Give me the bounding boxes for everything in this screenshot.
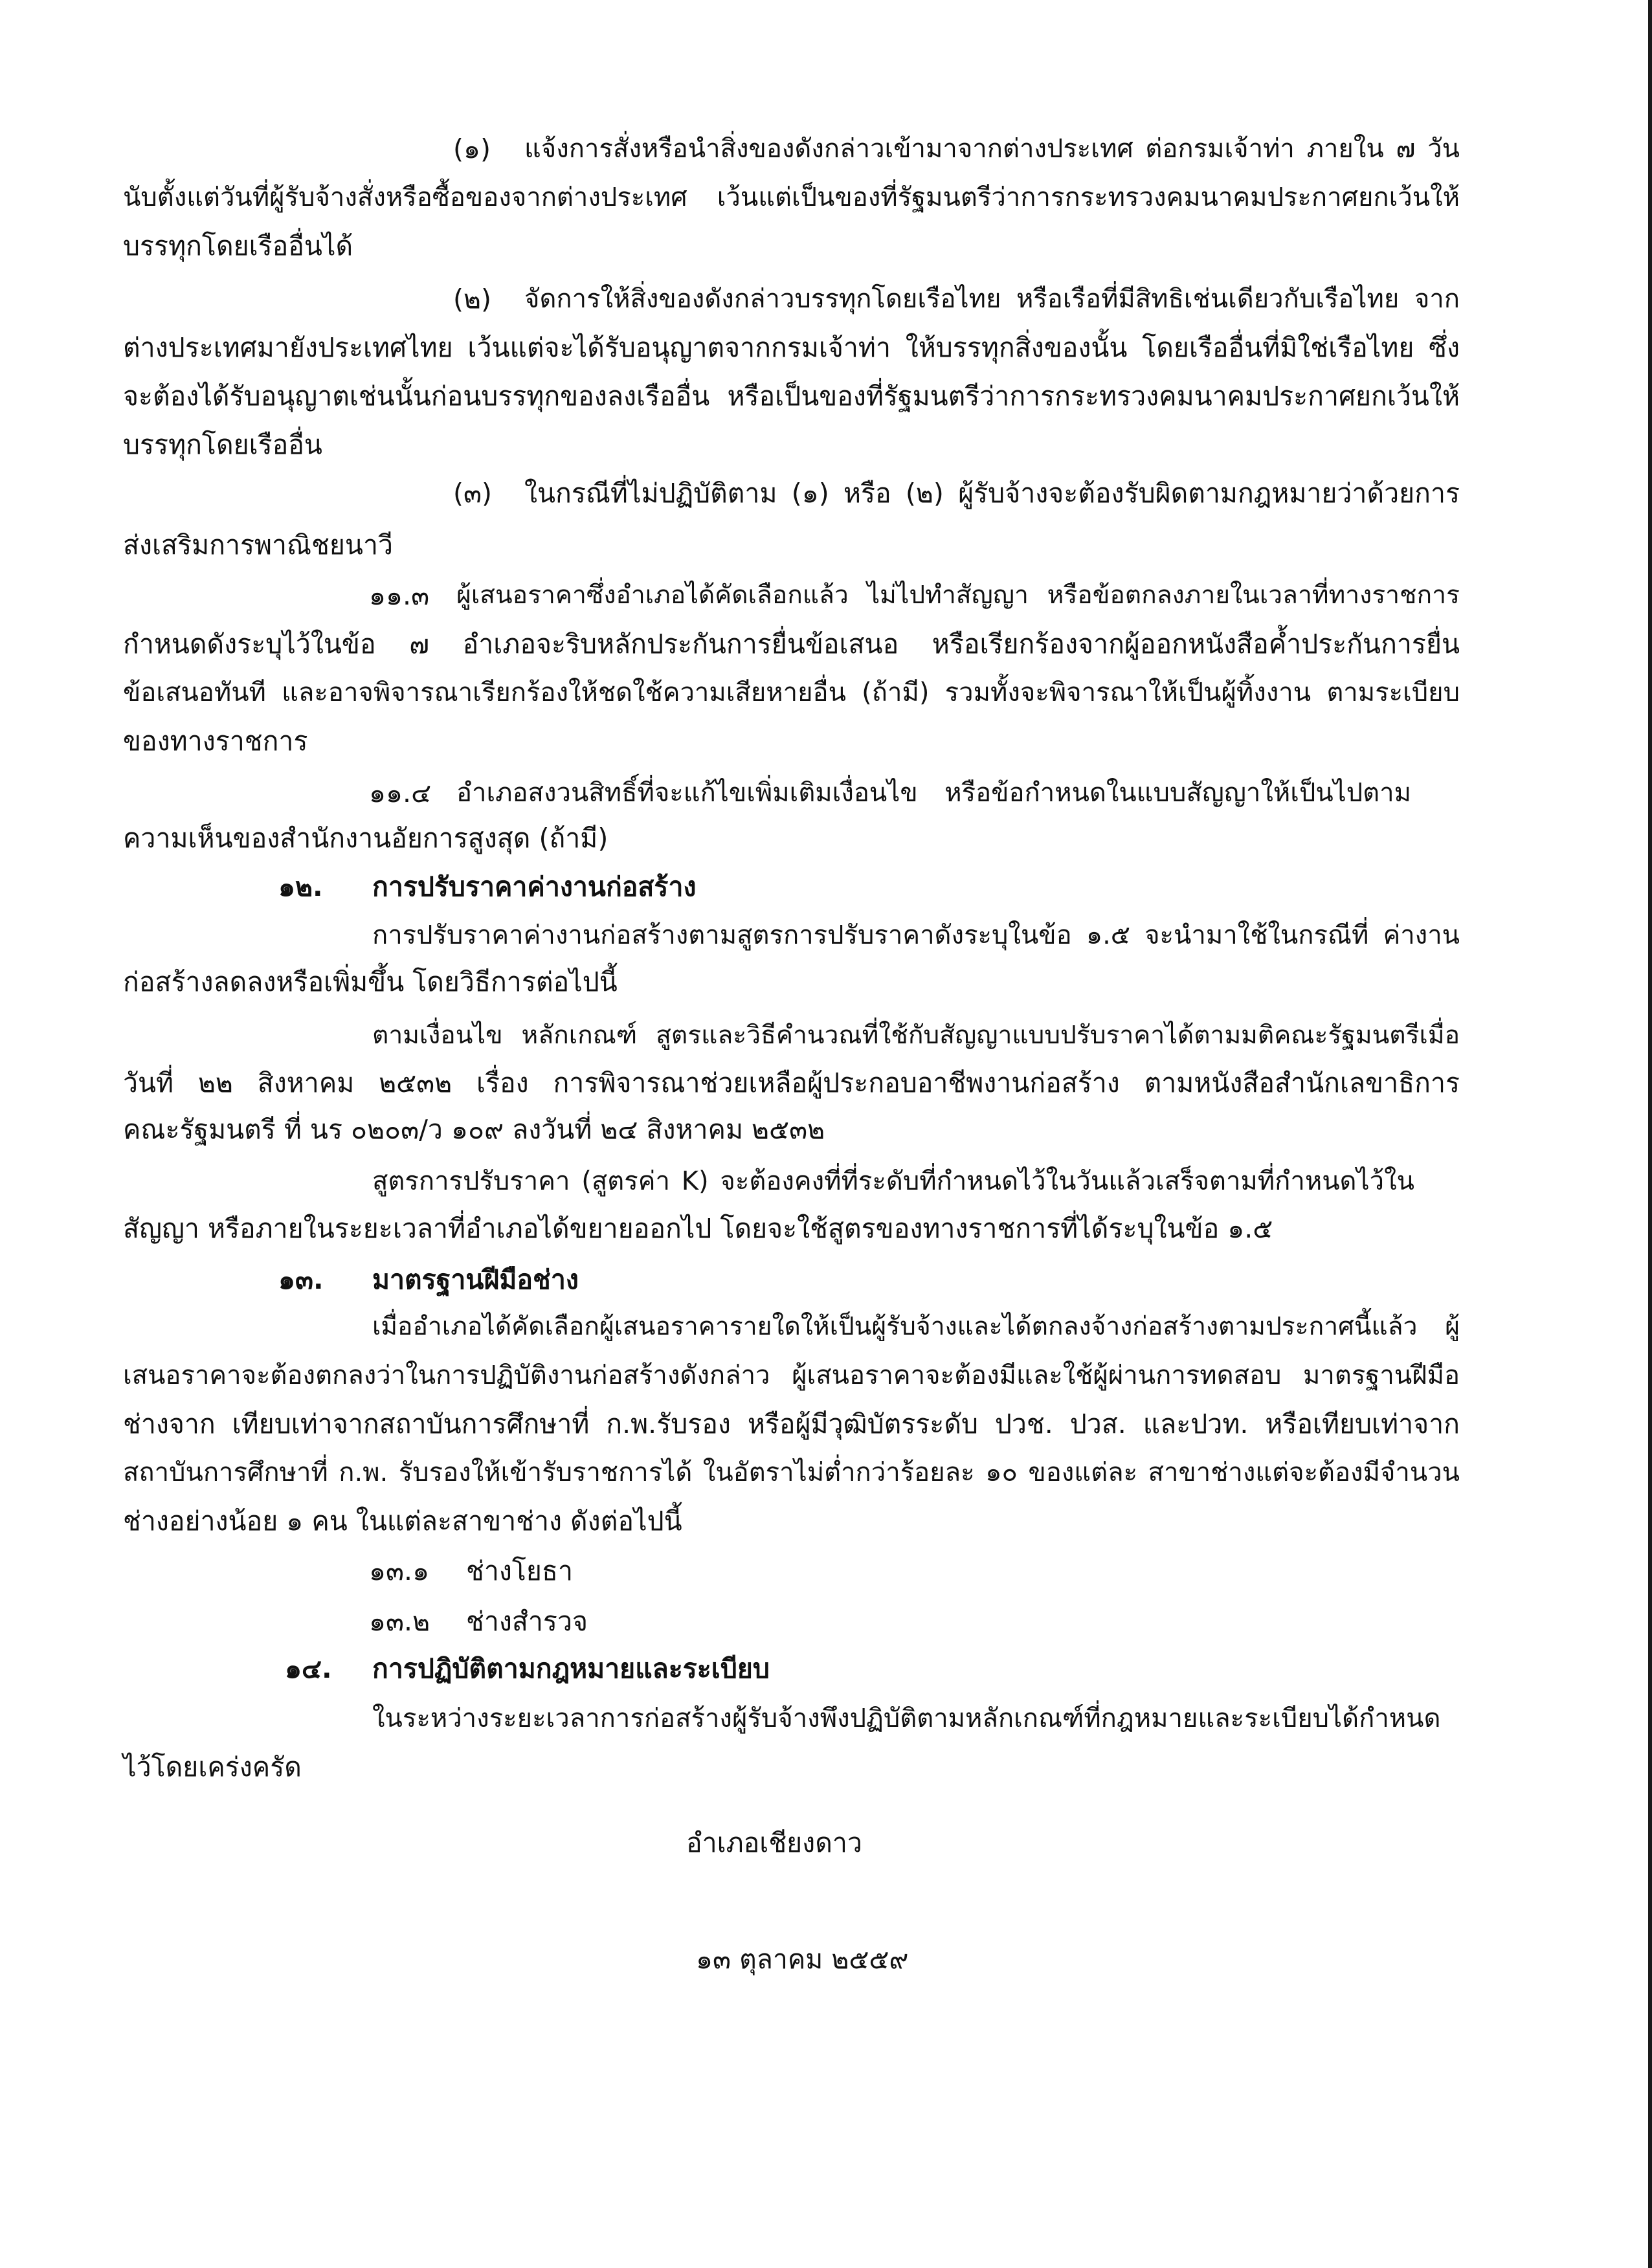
item-3-line-2: ส่งเสริมการพาณิชยนาวี (123, 529, 394, 561)
clause-11-4-line-1: อำเภอสงวนสิทธิ์ที่จะแก้ไขเพิ่มเติมเงื่อนไข หรือข้อกำหนดในแบบสัญญาให้เป็นไปตาม (456, 778, 1411, 808)
item-3-line-1: ในกรณีที่ไม่ปฏิบัติตาม (๑) หรือ (๒) ผู้รับจ้างจะต้องรับผิดตามกฎหมายว่าด้วยการ (524, 478, 1460, 509)
clause-11-3-line-2: กำหนดดังระบุไว้ในข้อ ๗ อำเภอจะริบหลักประกันการยื่นข้อเสนอ หรือเรียกร้องจากผู้ออกหนังสือค้ำประกันการยื่น (123, 628, 1460, 660)
clause-11-3-line-1: ผู้เสนอราคาซึ่งอำเภอได้คัดเลือกแล้ว ไม่ไปทำสัญญา หรือข้อตกลงภายในเวลาที่ทางราชการ (456, 581, 1460, 610)
item-2-line-4: บรรทุกโดยเรืออื่น (123, 429, 322, 460)
item-1-line-3: บรรทุกโดยเรืออื่นได้ (123, 230, 353, 261)
section-13-line-1: เมื่ออำเภอได้คัดเลือกผู้เสนอราคารายใดให้เป็นผู้รับจ้างและได้ตกลงจ้างก่อสร้างตามประกาศนี้แล้ว ผู้ (372, 1312, 1460, 1341)
section-12-b-line-1: ตามเงื่อนไข หลักเกณฑ์ สูตรและวิธีคำนวณที่ใช้กับสัญญาแบบปรับราคาได้ตามมติคณะรัฐมนตรีเมื่อ (372, 1021, 1460, 1050)
item-2-line-3: จะต้องได้รับอนุญาตเช่นนั้นก่อนบรรทุกของลงเรืออื่น หรือเป็นของที่รัฐมนตรีว่าการกระทรวงคมนาคมประกาศยกเว้นให้ (123, 381, 1460, 412)
item-1-line-2: นับตั้งแต่วันที่ผู้รับจ้างสั่งหรือซื้อของจากต่างประเทศ เว้นแต่เป็นของที่รัฐมนตรีว่าการกระทรวงคมนาคมประกาศยกเว้นให้ (123, 183, 1460, 212)
section-12-b-line-2: วันที่ ๒๒ สิงหาคม ๒๕๓๒ เรื่อง การพิจารณาช่วยเหลือผู้ประกอบอาชีพงานก่อสร้าง ตามหนังสือสำนักเลขาธิการ (123, 1067, 1460, 1098)
section-12-a-line-2: ก่อสร้างลดลงหรือเพิ่มขึ้น โดยวิธีการต่อไปนี้ (123, 966, 618, 997)
section-12-c-line-2: สัญญา หรือภายในระยะเวลาที่อำเภอได้ขยายออกไป โดยจะใช้สูตรของทางราชการที่ได้ระบุในข้อ ๑.๕ (123, 1213, 1273, 1244)
item-2-line-2: ต่างประเทศมายังประเทศไทย เว้นแต่จะได้รับอนุญาตจากกรมเจ้าท่า ให้บรรทุกสิ่งของนั้น โดยเรืออื่นที่มิใช่เรือไทย ซึ่ง (123, 332, 1460, 363)
section-12-a-line-1: การปรับราคาค่างานก่อสร้างตามสูตรการปรับราคาดังระบุในข้อ ๑.๕ จะนำมาใช้ในกรณีที่ ค่างาน (372, 920, 1460, 950)
section-12-b-line-3: คณะรัฐมนตรี ที่ นร ๐๒๐๓/ว ๑๐๙ ลงวันที่ ๒๔ สิงหาคม ๒๕๓๒ (123, 1114, 825, 1145)
clause-11-4-line-2: ความเห็นของสำนักงานอัยการสูงสุด (ถ้ามี) (123, 823, 608, 854)
item-3-label: (๓) (453, 478, 493, 509)
clause-11-4-label: ๑๑.๔ (369, 777, 432, 808)
section-13-line-2: เสนอราคาจะต้องตกลงว่าในการปฏิบัติงานก่อสร้างดังกล่าว ผู้เสนอราคาจะต้องมีและใช้ผู้ผ่านการทดสอบ มาตรฐานฝีมือ (123, 1361, 1460, 1390)
section-13-number: ๑๓. (278, 1264, 324, 1295)
list-item-text: ช่างสำรวจ (466, 1606, 588, 1637)
section-14-number: ๑๔. (285, 1653, 332, 1684)
section-12-heading: การปรับราคาค่างานก่อสร้าง (372, 871, 697, 902)
section-14-line-1: ในระหว่างระยะเวลาการก่อสร้างผู้รับจ้างพึงปฏิบัติตามหลักเกณฑ์ที่กฎหมายและระเบียบได้กำหนด (372, 1704, 1441, 1733)
item-2-label: (๒) (453, 284, 492, 315)
section-12-c-line-1: สูตรการปรับราคา (สูตรค่า K) จะต้องคงที่ที่ระดับที่กำหนดไว้ในวันแล้วเสร็จตามที่กำหนดไว้ใน (372, 1166, 1414, 1196)
clause-11-3-line-4: ของทางราชการ (123, 726, 308, 757)
issuing-office: อำเภอเชียงดาว (686, 1827, 862, 1858)
scan-edge-shadow (1648, 0, 1652, 2268)
section-13-line-3: ช่างจาก เทียบเท่าจากสถาบันการศึกษาที่ ก.พ.รับรอง หรือผู้มีวุฒิบัตรระดับ ปวช. ปวส. และปวท. หรือเทียบเท่าจาก (123, 1408, 1460, 1440)
section-13-line-4: สถาบันการศึกษาที่ ก.พ. รับรองให้เข้ารับราชการได้ ในอัตราไม่ต่ำกว่าร้อยละ ๑๐ ของแต่ละ สาขาช่างแต่จะต้องมีจำนวน (123, 1458, 1460, 1487)
item-1-label: (๑) (453, 133, 491, 164)
section-12-number: ๑๒. (278, 871, 323, 902)
clause-11-3-line-3: ข้อเสนอทันที และอาจพิจารณาเรียกร้องให้ชดใช้ความเสียหายอื่น (ถ้ามี) รวมทั้งจะพิจารณาให้เป็นผู้ทิ้งงาน ตามระเบียบ (123, 678, 1460, 707)
issue-date: ๑๓ ตุลาคม ๒๕๕๙ (696, 1944, 909, 1975)
clause-11-3-label: ๑๑.๓ (369, 580, 430, 611)
list-item-number: ๑๓.๒ (369, 1606, 430, 1637)
list-item-text: ช่างโยธา (466, 1555, 573, 1586)
item-2-line-1: จัดการให้สิ่งของดังกล่าวบรรทุกโดยเรือไทย หรือเรือที่มีสิทธิเช่นเดียวกับเรือไทย จาก (524, 284, 1460, 314)
section-13-line-5: ช่างอย่างน้อย ๑ คน ในแต่ละสาขาช่าง ดังต่อไปนี้ (123, 1506, 682, 1537)
section-13-heading: มาตรฐานฝีมือช่าง (372, 1264, 579, 1295)
section-14-line-2: ไว้โดยเคร่งครัด (123, 1751, 302, 1783)
item-1-line-1: แจ้งการสั่งหรือนำสิ่งของดังกล่าวเข้ามาจากต่างประเทศ ต่อกรมเจ้าท่า ภายใน ๗ วัน (524, 134, 1460, 164)
section-14-heading: การปฏิบัติตามกฎหมายและระเบียบ (372, 1653, 770, 1684)
list-item-number: ๑๓.๑ (369, 1555, 430, 1586)
